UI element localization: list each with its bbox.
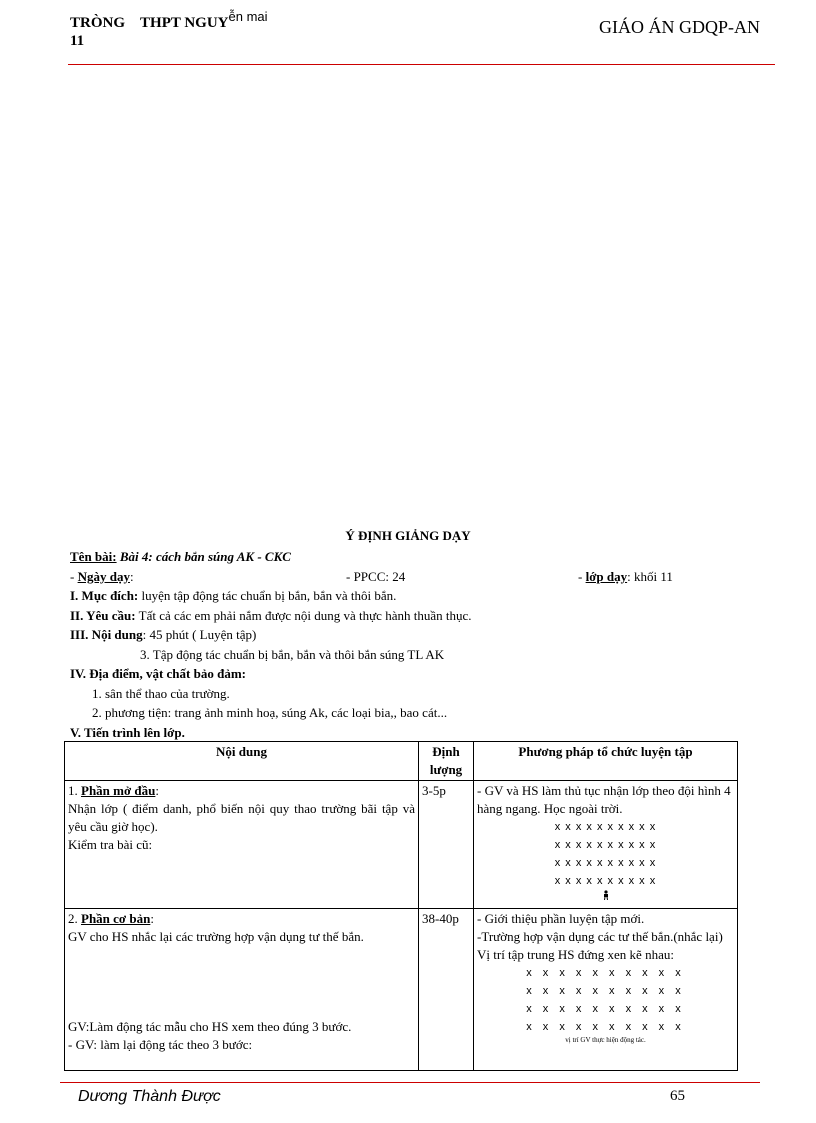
row2-method-line-2: -Trường hợp vận dụng các tư thế bắn.(nhắc lại) (477, 929, 723, 944)
noi-dung-value: : 45 phút ( Luyện tập) (142, 627, 257, 642)
formation-row: x x x x x x x x x x (554, 839, 657, 851)
formation-row: x x x x x x x x x x (554, 857, 657, 869)
row2-content (65, 909, 419, 1071)
ten-bai-label: Tên bài: (70, 549, 117, 564)
school-name-b: THPT NGUY (140, 15, 229, 31)
yeu-cau-value: Tất cả các em phải nắm được nội dung và thực hành thuần thục. (138, 607, 472, 623)
header-left (70, 9, 268, 50)
muc-dich-label: I. Mục đích: (70, 588, 139, 603)
formation-row: x x x x x x x x x x (526, 1003, 685, 1015)
header-divider (68, 64, 775, 65)
table-header-row (65, 742, 738, 781)
school-name-a: TRÒNG (70, 15, 126, 31)
ten-bai-value: Bài 4: cách bắn súng AK - CKC (119, 549, 291, 564)
formation-row: x x x x x x x x x x (526, 1021, 685, 1033)
dia-diem-item-1: 1. sân thể thao của trường. (92, 685, 230, 701)
lop-day-value: : khối 11 (627, 568, 673, 584)
row1-heading-num: 1. (68, 783, 81, 798)
row1-line-1: Nhận lớp ( điểm danh, phổ biến nội quy thao trường bãi tập và yêu cầu giờ học). (68, 801, 415, 834)
row2-heading-num: 2. (68, 911, 81, 926)
row2-method (474, 909, 738, 1071)
table-header-noi-dung: Nội dung (65, 742, 419, 781)
row1-heading: Phần mở đầu (81, 783, 156, 798)
row1-method-line-1: - GV và HS làm thủ tục nhận lớp theo đội hình 4 hàng ngang. Học ngoài trời. (477, 783, 731, 816)
dia-diem-label: IV. Địa điểm, vật chất bảo đảm: (70, 666, 246, 681)
formation-row: x x x x x x x x x x (554, 821, 657, 833)
ngay-day-prefix: - (70, 568, 78, 584)
footer-divider (60, 1082, 760, 1083)
table-header-phuong-phap: Phương pháp tổ chức luyện tập (474, 742, 738, 781)
row2-method-line-3: Vị trí tập trung HS đứng xen kẽ nhau: (477, 947, 674, 962)
lesson-info (70, 547, 750, 742)
row2-dinh-luong: 38-40p (419, 909, 474, 1071)
school-name-line2: 11 (70, 33, 85, 49)
noi-dung-label: III. Nội dung (70, 627, 143, 642)
footer-author: Dương Thành Được (78, 1088, 221, 1105)
table-row (65, 781, 738, 909)
row2-line-1: GV cho HS nhắc lại các trường hợp vận dụng tư thế bắn. (68, 929, 364, 944)
dia-diem-item-2: 2. phương tiện: trang ảnh minh hoạ, súng Ak, các loại bia,, bao cát... (92, 705, 448, 720)
school-name-sup: ễn mai (228, 9, 268, 24)
muc-dich-value: luyện tập động tác chuẩn bị bắn, bắn và thôi bắn. (141, 588, 397, 603)
teacher-icon (477, 890, 734, 904)
ngay-day-suffix: : (129, 568, 134, 584)
row1-method (474, 781, 738, 909)
ppcc-label: - PPCC: (346, 568, 389, 584)
table-header-dinh-luong: Định lượng (419, 742, 474, 781)
page-number: 65 (670, 1088, 685, 1104)
ngay-day-label: Ngày dạy (77, 568, 130, 584)
tien-trinh-label: V. Tiến trình lên lớp. (70, 724, 185, 740)
header-right: GIÁO ÁN GDQP-AN (599, 17, 760, 37)
page-title: Ý ĐỊNH GIẢNG DẠY (345, 528, 471, 543)
row2-heading: Phần cơ bản (81, 911, 151, 926)
row1-line-2: Kiểm tra bài cũ: (68, 837, 153, 852)
row1-content (65, 781, 419, 909)
row2-method-line-1: - Giới thiệu phần luyện tập mới. (477, 911, 645, 926)
row2-line-bottom-2: - GV: làm lại động tác theo 3 bước: (68, 1037, 253, 1052)
table-row (65, 909, 738, 1071)
ppcc-value: 24 (392, 568, 406, 584)
yeu-cau-label: II. Yêu cầu: (70, 607, 136, 623)
formation-row: x x x x x x x x x x (554, 875, 657, 887)
row2-heading-colon: : (150, 911, 154, 926)
lop-day-label: lớp dạy (585, 568, 628, 584)
formation-row: x x x x x x x x x x (526, 967, 685, 979)
formation-row: x x x x x x x x x x (526, 985, 685, 997)
lop-day-prefix: - (578, 568, 586, 584)
row2-line-bottom-1: GV:Làm động tác mẫu cho HS xem theo đúng 3 bước. (68, 1019, 352, 1034)
noi-dung-item: 3. Tập động tác chuẩn bị bắn, bắn và thôi bắn súng TL AK (140, 646, 445, 662)
lesson-table (64, 741, 738, 1071)
row2-note: vị trí GV thực hiện động tác. (565, 1036, 646, 1044)
row1-dinh-luong: 3-5p (419, 781, 474, 909)
row1-heading-colon: : (155, 783, 160, 798)
